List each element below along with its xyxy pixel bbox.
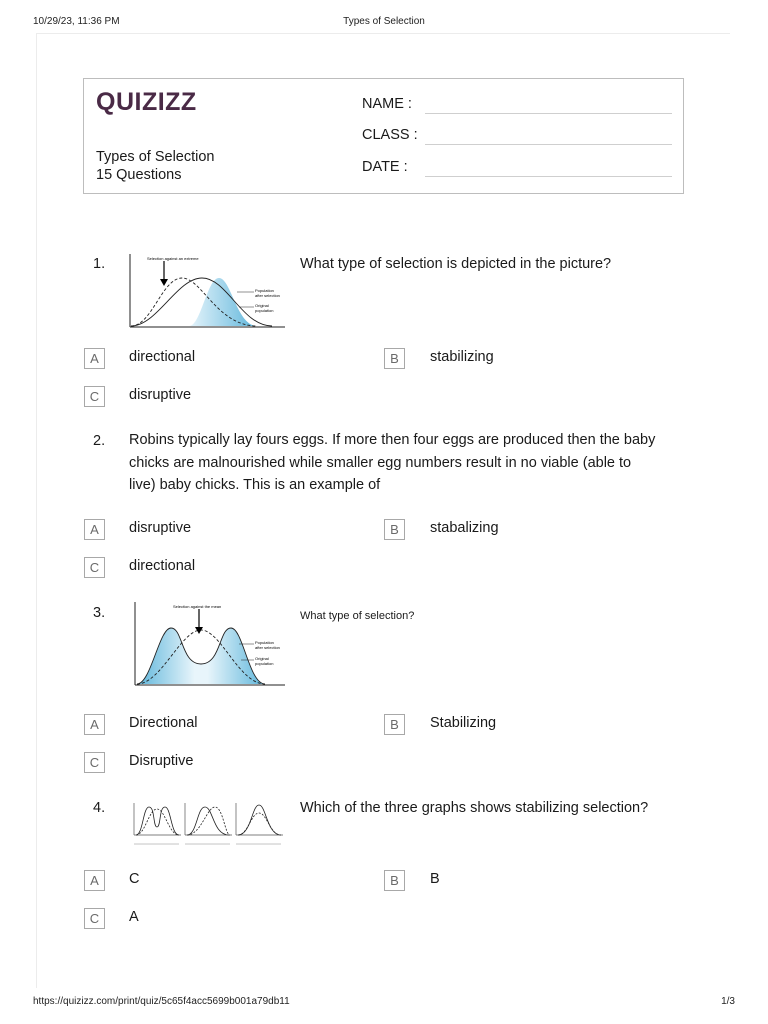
class-field — [362, 127, 424, 143]
q3-option-c-text[interactable]: Disruptive — [129, 753, 194, 769]
question-1-text: What type of selection is depicted in the picture? — [300, 256, 612, 272]
q1-selected-area — [189, 278, 257, 326]
question-4-figure — [131, 797, 285, 847]
q3-label-after-1: Population — [255, 640, 274, 645]
q2-option-a-text[interactable]: disruptive — [129, 520, 192, 536]
q1-label-after-2: after selection — [255, 293, 280, 298]
q1-option-a-text[interactable]: directional — [129, 349, 196, 365]
class-line — [425, 144, 672, 145]
q3-label-orig-1: Original — [255, 656, 269, 661]
page-border-left — [36, 33, 37, 988]
q4-option-b-box[interactable]: B — [384, 870, 405, 891]
q1-option-c-text[interactable]: disruptive — [129, 387, 192, 403]
q1-option-b-box[interactable]: B — [384, 348, 405, 369]
q1-label-orig-1: Original — [255, 303, 269, 308]
date-field — [362, 159, 424, 175]
question-3-number: 3. — [93, 605, 106, 621]
q1-label-after-1: Population — [255, 288, 274, 293]
question-3-text: What type of selection? — [300, 610, 415, 622]
question-4-number: 4. — [93, 800, 106, 816]
q3-option-b-box[interactable]: B — [384, 714, 405, 735]
question-2-line-2: chicks are malnourished while smaller egg numbers result in no viable (able to — [129, 454, 632, 471]
q4-graph-1 — [134, 803, 181, 844]
q4-option-a-text[interactable]: C — [129, 871, 140, 887]
q1-option-a-box[interactable]: A — [84, 348, 105, 369]
q4-option-c-box[interactable]: C — [84, 908, 105, 929]
page-border-top — [36, 33, 730, 34]
q1-label-orig-2: population — [255, 308, 274, 313]
q3-option-c-box[interactable]: C — [84, 752, 105, 773]
q2-option-c-box[interactable]: C — [84, 557, 105, 578]
q3-selected-area — [137, 628, 265, 684]
print-page-number: 1/3 — [721, 996, 735, 1007]
name-label: NAME : — [362, 96, 412, 112]
question-1-number: 1. — [93, 256, 106, 272]
quiz-title: Types of Selection — [96, 149, 215, 165]
q3-label-after-2: after selection — [255, 645, 280, 650]
print-datetime: 10/29/23, 11:36 PM — [33, 16, 120, 27]
q2-option-a-box[interactable]: A — [84, 519, 105, 540]
q3-option-a-text[interactable]: Directional — [129, 715, 198, 731]
q4-graph-3 — [236, 803, 283, 844]
name-field — [362, 96, 424, 112]
q4-option-b-text[interactable]: B — [430, 871, 440, 887]
q2-option-b-text[interactable]: stabalizing — [430, 520, 499, 536]
q4-graph-2 — [185, 803, 232, 844]
question-4-text: Which of the three graphs shows stabilizing selection? — [300, 800, 649, 816]
name-line — [425, 113, 672, 114]
q4-option-c-text[interactable]: A — [129, 909, 139, 925]
q2-option-b-box[interactable]: B — [384, 519, 405, 540]
question-2-text — [129, 429, 689, 497]
quizizz-logo: QUIZIZZ — [96, 88, 197, 116]
q1-arrowhead — [160, 279, 168, 286]
print-url: https://quizizz.com/print/quiz/5c65f4acc5699b001a79db11 — [33, 996, 290, 1007]
q1-option-b-text[interactable]: stabilizing — [430, 349, 494, 365]
question-2-line-3: live) baby chicks. This is an example of — [129, 477, 381, 493]
print-page-title: Types of Selection — [343, 16, 425, 27]
q2-option-c-text[interactable]: directional — [129, 558, 196, 574]
q3-arrow-label: Selection against the mean — [173, 604, 222, 609]
q3-label-orig-2: population — [255, 661, 274, 666]
quiz-header — [83, 78, 684, 194]
question-1-figure — [127, 252, 287, 330]
q3-option-a-box[interactable]: A — [84, 714, 105, 735]
date-label: DATE : — [362, 159, 408, 175]
question-count: 15 Questions — [96, 167, 182, 183]
q3-option-b-text[interactable]: Stabilizing — [430, 715, 497, 731]
question-2-line-1: Robins typically lay fours eggs. If more then four eggs are produced then the baby — [129, 432, 656, 448]
date-line — [425, 176, 672, 177]
q1-arrow-label: Selection against an extreme — [147, 256, 199, 261]
q4-option-a-box[interactable]: A — [84, 870, 105, 891]
class-label: CLASS : — [362, 127, 418, 143]
q1-option-c-box[interactable]: C — [84, 386, 105, 407]
question-3-figure — [131, 600, 287, 688]
question-2-number: 2. — [93, 433, 106, 449]
